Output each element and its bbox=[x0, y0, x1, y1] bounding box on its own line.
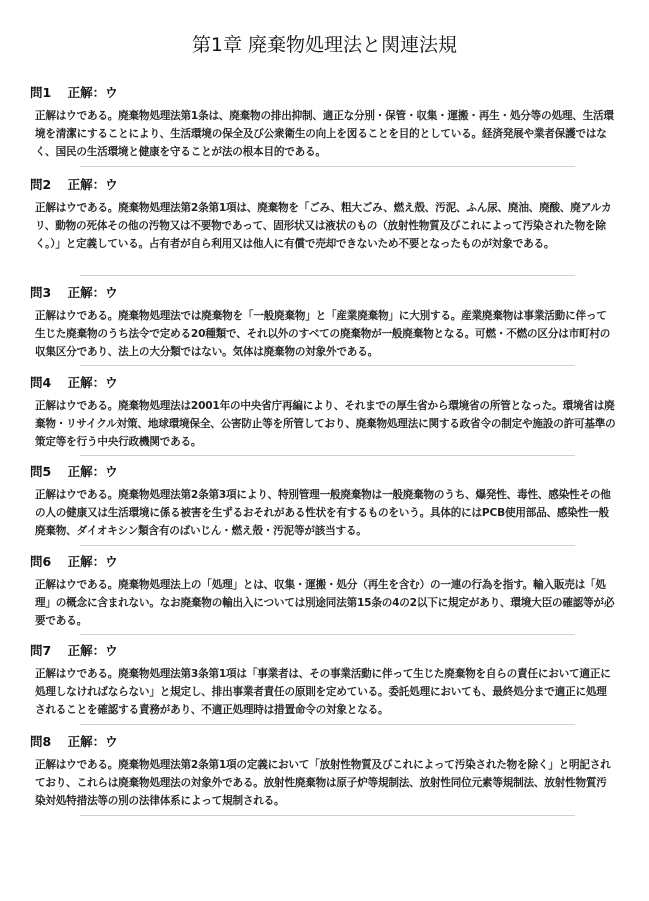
answer-explanation: 正解はウである。廃棄物処理法第1条は、廃棄物の排出抑制、適正な分別・保管・収集・運搬・再生・処分等の処理、生活環境を清潔にすることにより、生活環境の保全及び公衆衛生の向上を図ることを目的としている。経済発展や業者保護ではなく、国民の生活環境と健康を守ることが法の根本目的である。 bbox=[35, 110, 614, 158]
question-number: 問8 bbox=[30, 734, 52, 749]
question-block bbox=[30, 463, 620, 540]
question-number: 問7 bbox=[30, 643, 52, 658]
question-block bbox=[30, 284, 620, 361]
question-block bbox=[30, 84, 620, 161]
answer-explanation: 正解はウである。廃棄物処理法上の「処理」とは、収集・運搬・処分（再生を含む）の一連の行為を指す。輸入販売は「処理」の概念に含まれない。なお廃棄物の輸出入については別途同法第15条の4の2以下に規定があり、環境大臣の確認等が必要である。 bbox=[35, 579, 615, 627]
question-block bbox=[30, 553, 620, 630]
question-block bbox=[30, 176, 620, 253]
correct-answer: 正解：ウ bbox=[67, 734, 118, 749]
answer-explanation: 正解はウである。廃棄物処理法第3条第1項は「事業者は、その事業活動に伴って生じた廃棄物を自らの責任において適正に処理しなければならない」と規定し、排出事業者責任の原則を定めている。委託処理においても、最終処分まで適正に処理されることを確認する責務があり、不適正処理時は措置命令の対象となる。 bbox=[35, 668, 611, 716]
divider bbox=[80, 166, 575, 167]
correct-answer: 正解：ウ bbox=[67, 85, 118, 100]
question-header bbox=[30, 284, 620, 301]
question-block bbox=[30, 642, 620, 719]
question-number: 問1 bbox=[30, 85, 52, 100]
question-number: 問2 bbox=[30, 177, 52, 192]
question-header bbox=[30, 84, 620, 101]
question-number: 問4 bbox=[30, 375, 52, 390]
answer-explanation: 正解はウである。廃棄物処理法第2条第1項は、廃棄物を「ごみ、粗大ごみ、燃え殻、汚泥、ふん尿、廃油、廃酸、廃アルカリ、動物の死体その他の汚物又は不要物であって、固形状又は液状のもの（放射性物質及びこれによって汚染された物を除く。）」と定義している。占有者が自ら利用又は他人に有償で売却できないため不要となったものが対象である。 bbox=[35, 202, 612, 250]
question-block bbox=[30, 374, 620, 451]
correct-answer: 正解：ウ bbox=[67, 375, 118, 390]
divider bbox=[80, 545, 575, 546]
question-number: 問6 bbox=[30, 554, 52, 569]
correct-answer: 正解：ウ bbox=[67, 285, 118, 300]
question-header bbox=[30, 176, 620, 193]
question-number: 問3 bbox=[30, 285, 52, 300]
question-header bbox=[30, 733, 620, 750]
divider bbox=[80, 634, 575, 635]
answer-explanation: 正解はウである。廃棄物処理法は2001年の中央省庁再編により、それまでの厚生省から環境省の所管となった。環境省は廃棄物・リサイクル対策、地球環境保全、公害防止等を所管しており、廃棄物処理法に関する政省令の制定や施設の許可基準の策定等を行う中央行政機関である。 bbox=[35, 400, 616, 448]
page-title: 第1章 廃棄物処理法と関連法規 bbox=[191, 34, 458, 56]
correct-answer: 正解：ウ bbox=[67, 643, 118, 658]
question-header bbox=[30, 642, 620, 659]
answer-explanation: 正解はウである。廃棄物処理法では廃棄物を「一般廃棄物」と「産業廃棄物」に大別する。産業廃棄物は事業活動に伴って生じた廃棄物のうち法令で定める20種類で、それ以外のすべての廃棄物が一般廃棄物となる。可燃・不燃の区分は市町村の収集区分であり、法上の大分類ではない。気体は廃棄物の対象外である。 bbox=[35, 310, 611, 358]
question-header bbox=[30, 553, 620, 570]
correct-answer: 正解：ウ bbox=[67, 554, 118, 569]
divider bbox=[80, 455, 575, 456]
correct-answer: 正解：ウ bbox=[67, 177, 118, 192]
answer-explanation: 正解はウである。廃棄物処理法第2条第3項により、特別管理一般廃棄物は一般廃棄物のうち、爆発性、毒性、感染性その他の人の健康又は生活環境に係る被害を生ずるおそれがある性状を有するものをいう。具体的にはPCB使用部品、感染性一般廃棄物、ダイオキシン類含有のばいじん・燃え殻・汚泥等が該当する。 bbox=[35, 489, 611, 537]
question-block bbox=[30, 733, 620, 810]
divider bbox=[80, 724, 575, 725]
divider bbox=[80, 365, 575, 366]
correct-answer: 正解：ウ bbox=[67, 464, 118, 479]
answer-explanation: 正解はウである。廃棄物処理法第2条第1項の定義において「放射性物質及びこれによって汚染された物を除く」と明記されており、これらは廃棄物処理法の対象外である。放射性廃棄物は原子炉等規制法、放射性同位元素等規制法、放射性物質汚染対処特措法等の別の法律体系によって規制される。 bbox=[35, 759, 611, 807]
divider bbox=[80, 275, 575, 276]
question-header bbox=[30, 374, 620, 391]
question-number: 問5 bbox=[30, 464, 52, 479]
question-header bbox=[30, 463, 620, 480]
divider bbox=[80, 815, 575, 816]
